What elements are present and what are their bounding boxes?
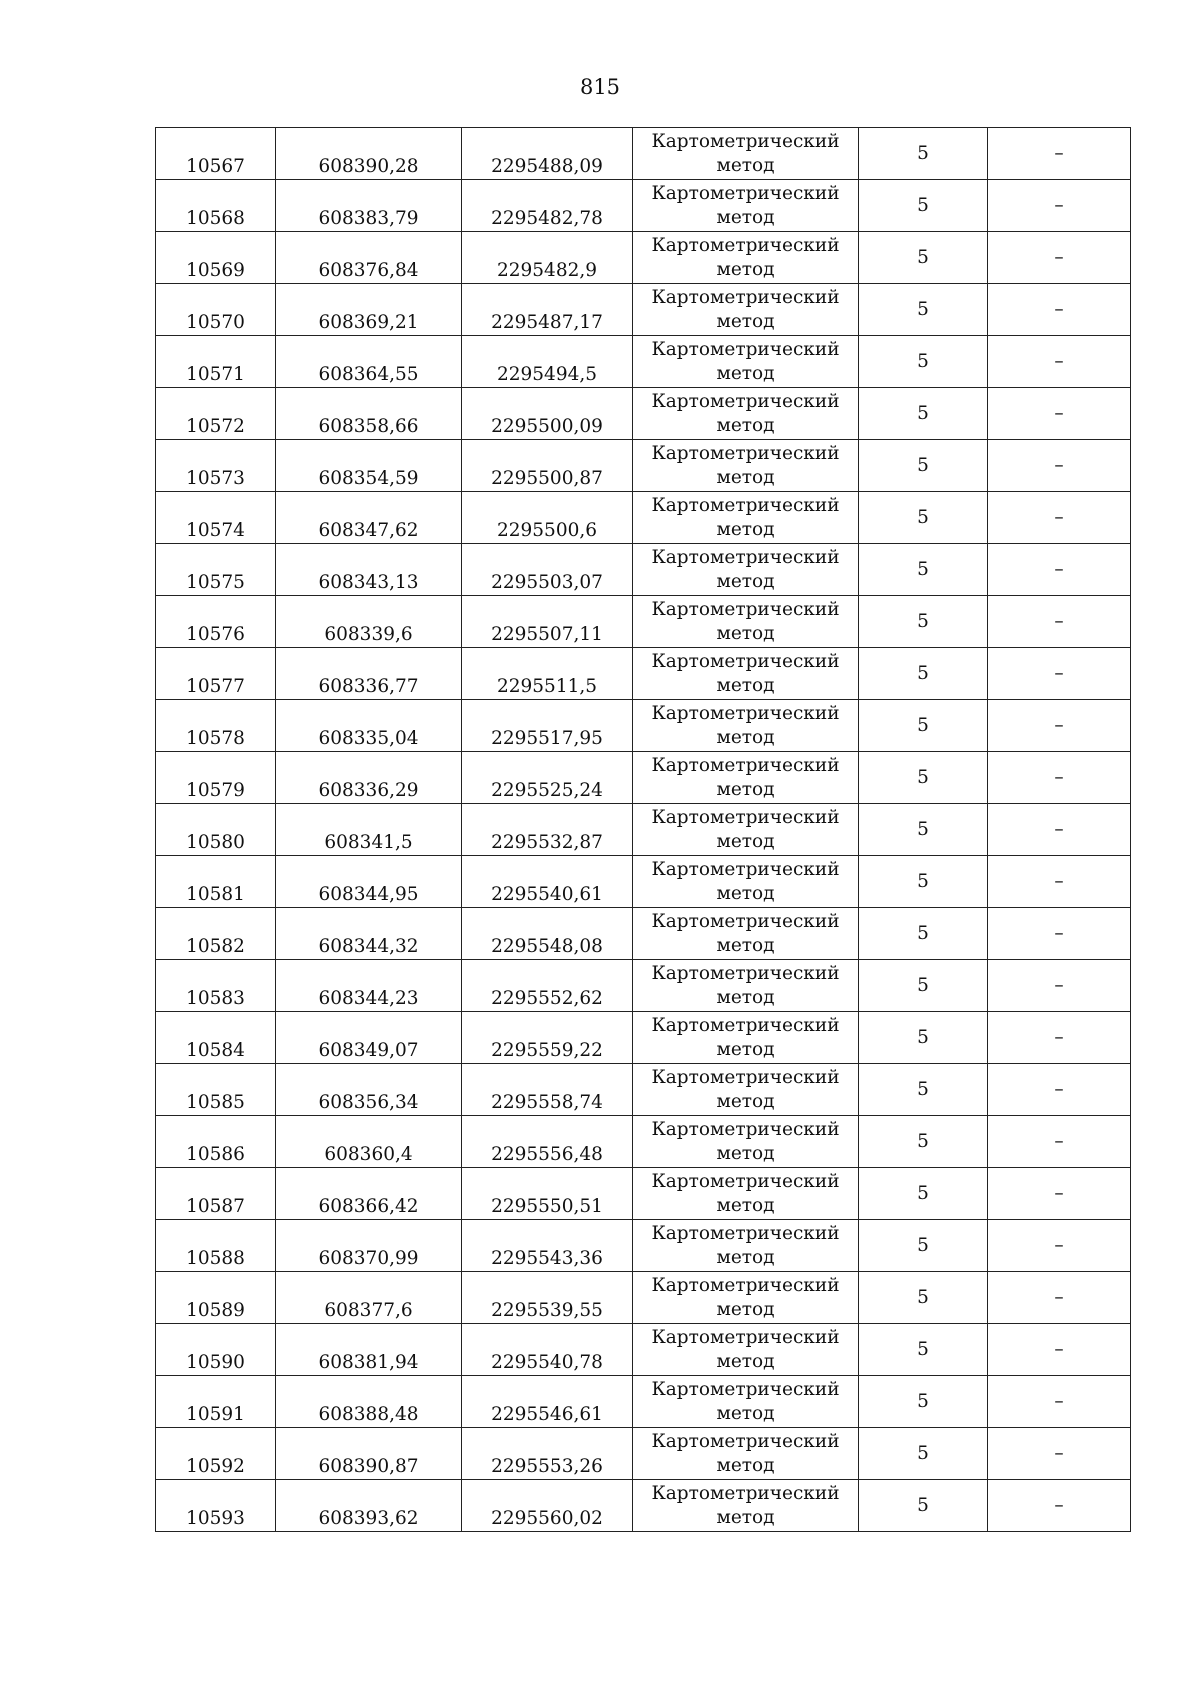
point-number-cell: 10587 [156,1168,276,1220]
note-cell: – [988,596,1131,648]
x-coordinate-cell: 608377,6 [276,1272,462,1324]
table-row [156,700,1131,752]
y-coordinate-cell: 2295540,78 [462,1324,633,1376]
table-row [156,804,1131,856]
precision-cell: 5 [859,1324,988,1376]
point-number-cell: 10584 [156,1012,276,1064]
x-coordinate-cell: 608344,32 [276,908,462,960]
precision-cell: 5 [859,1376,988,1428]
note-cell: – [988,1376,1131,1428]
note-cell: – [988,1480,1131,1532]
x-coordinate-cell: 608383,79 [276,180,462,232]
method-cell: Картометрический метод [633,752,859,804]
method-cell: Картометрический метод [633,440,859,492]
x-coordinate-cell: 608390,28 [276,128,462,180]
precision-cell: 5 [859,544,988,596]
table-row [156,492,1131,544]
x-coordinate-cell: 608360,4 [276,1116,462,1168]
method-cell: Картометрический метод [633,700,859,752]
method-cell: Картометрический метод [633,388,859,440]
y-coordinate-cell: 2295494,5 [462,336,633,388]
point-number-cell: 10582 [156,908,276,960]
method-cell: Картометрический метод [633,1116,859,1168]
table-row [156,336,1131,388]
method-cell: Картометрический метод [633,1012,859,1064]
point-number-cell: 10573 [156,440,276,492]
point-number-cell: 10574 [156,492,276,544]
table-row [156,284,1131,336]
table-row [156,1064,1131,1116]
point-number-cell: 10583 [156,960,276,1012]
note-cell: – [988,284,1131,336]
note-cell: – [988,752,1131,804]
precision-cell: 5 [859,856,988,908]
point-number-cell: 10577 [156,648,276,700]
method-cell: Картометрический метод [633,336,859,388]
x-coordinate-cell: 608347,62 [276,492,462,544]
y-coordinate-cell: 2295500,87 [462,440,633,492]
x-coordinate-cell: 608369,21 [276,284,462,336]
coordinates-table [155,127,1131,1532]
method-cell: Картометрический метод [633,544,859,596]
x-coordinate-cell: 608336,29 [276,752,462,804]
y-coordinate-cell: 2295500,6 [462,492,633,544]
method-cell: Картометрический метод [633,648,859,700]
method-cell: Картометрический метод [633,1428,859,1480]
table-row [156,752,1131,804]
point-number-cell: 10578 [156,700,276,752]
note-cell: – [988,336,1131,388]
table-row [156,1012,1131,1064]
method-cell: Картометрический метод [633,492,859,544]
precision-cell: 5 [859,128,988,180]
y-coordinate-cell: 2295517,95 [462,700,633,752]
precision-cell: 5 [859,180,988,232]
note-cell: – [988,1324,1131,1376]
point-number-cell: 10591 [156,1376,276,1428]
method-cell: Картометрический метод [633,1168,859,1220]
precision-cell: 5 [859,1116,988,1168]
note-cell: – [988,1012,1131,1064]
point-number-cell: 10581 [156,856,276,908]
precision-cell: 5 [859,1272,988,1324]
point-number-cell: 10585 [156,1064,276,1116]
note-cell: – [988,232,1131,284]
y-coordinate-cell: 2295546,61 [462,1376,633,1428]
method-cell: Картометрический метод [633,232,859,284]
table-row [156,1220,1131,1272]
table-row [156,440,1131,492]
precision-cell: 5 [859,492,988,544]
table-row [156,960,1131,1012]
precision-cell: 5 [859,1480,988,1532]
y-coordinate-cell: 2295482,9 [462,232,633,284]
x-coordinate-cell: 608381,94 [276,1324,462,1376]
note-cell: – [988,492,1131,544]
note-cell: – [988,1116,1131,1168]
y-coordinate-cell: 2295540,61 [462,856,633,908]
x-coordinate-cell: 608344,23 [276,960,462,1012]
precision-cell: 5 [859,1220,988,1272]
point-number-cell: 10593 [156,1480,276,1532]
note-cell: – [988,1428,1131,1480]
note-cell: – [988,180,1131,232]
y-coordinate-cell: 2295511,5 [462,648,633,700]
table-row [156,1324,1131,1376]
table-row [156,1428,1131,1480]
method-cell: Картометрический метод [633,1064,859,1116]
note-cell: – [988,128,1131,180]
method-cell: Картометрический метод [633,1220,859,1272]
y-coordinate-cell: 2295550,51 [462,1168,633,1220]
y-coordinate-cell: 2295560,02 [462,1480,633,1532]
y-coordinate-cell: 2295556,48 [462,1116,633,1168]
method-cell: Картометрический метод [633,180,859,232]
x-coordinate-cell: 608356,34 [276,1064,462,1116]
table-row [156,544,1131,596]
method-cell: Картометрический метод [633,1324,859,1376]
precision-cell: 5 [859,388,988,440]
precision-cell: 5 [859,752,988,804]
x-coordinate-cell: 608341,5 [276,804,462,856]
x-coordinate-cell: 608370,99 [276,1220,462,1272]
method-cell: Картометрический метод [633,596,859,648]
x-coordinate-cell: 608343,13 [276,544,462,596]
point-number-cell: 10572 [156,388,276,440]
point-number-cell: 10592 [156,1428,276,1480]
y-coordinate-cell: 2295558,74 [462,1064,633,1116]
method-cell: Картометрический метод [633,804,859,856]
table-row [156,1168,1131,1220]
note-cell: – [988,804,1131,856]
table-row [156,596,1131,648]
note-cell: – [988,960,1131,1012]
x-coordinate-cell: 608393,62 [276,1480,462,1532]
y-coordinate-cell: 2295543,36 [462,1220,633,1272]
point-number-cell: 10571 [156,336,276,388]
note-cell: – [988,856,1131,908]
table-row [156,1376,1131,1428]
note-cell: – [988,1064,1131,1116]
y-coordinate-cell: 2295487,17 [462,284,633,336]
note-cell: – [988,700,1131,752]
point-number-cell: 10569 [156,232,276,284]
table-row [156,1116,1131,1168]
y-coordinate-cell: 2295548,08 [462,908,633,960]
point-number-cell: 10586 [156,1116,276,1168]
x-coordinate-cell: 608344,95 [276,856,462,908]
precision-cell: 5 [859,648,988,700]
note-cell: – [988,544,1131,596]
point-number-cell: 10579 [156,752,276,804]
table-row [156,908,1131,960]
note-cell: – [988,648,1131,700]
method-cell: Картометрический метод [633,284,859,336]
point-number-cell: 10588 [156,1220,276,1272]
precision-cell: 5 [859,700,988,752]
point-number-cell: 10567 [156,128,276,180]
x-coordinate-cell: 608354,59 [276,440,462,492]
y-coordinate-cell: 2295553,26 [462,1428,633,1480]
y-coordinate-cell: 2295503,07 [462,544,633,596]
page-number: 815 [579,75,621,99]
table-row [156,232,1131,284]
method-cell: Картометрический метод [633,1272,859,1324]
y-coordinate-cell: 2295507,11 [462,596,633,648]
method-cell: Картометрический метод [633,1376,859,1428]
note-cell: – [988,1220,1131,1272]
point-number-cell: 10570 [156,284,276,336]
point-number-cell: 10575 [156,544,276,596]
note-cell: – [988,1272,1131,1324]
coordinates-table-body [156,128,1131,1532]
x-coordinate-cell: 608364,55 [276,336,462,388]
precision-cell: 5 [859,1428,988,1480]
x-coordinate-cell: 608335,04 [276,700,462,752]
point-number-cell: 10589 [156,1272,276,1324]
y-coordinate-cell: 2295500,09 [462,388,633,440]
precision-cell: 5 [859,908,988,960]
precision-cell: 5 [859,1064,988,1116]
x-coordinate-cell: 608390,87 [276,1428,462,1480]
precision-cell: 5 [859,596,988,648]
note-cell: – [988,388,1131,440]
method-cell: Картометрический метод [633,856,859,908]
y-coordinate-cell: 2295488,09 [462,128,633,180]
point-number-cell: 10576 [156,596,276,648]
y-coordinate-cell: 2295482,78 [462,180,633,232]
y-coordinate-cell: 2295552,62 [462,960,633,1012]
table-row [156,388,1131,440]
method-cell: Картометрический метод [633,908,859,960]
method-cell: Картометрический метод [633,128,859,180]
note-cell: – [988,1168,1131,1220]
table-row [156,648,1131,700]
table-row [156,180,1131,232]
y-coordinate-cell: 2295539,55 [462,1272,633,1324]
method-cell: Картометрический метод [633,1480,859,1532]
precision-cell: 5 [859,1168,988,1220]
x-coordinate-cell: 608388,48 [276,1376,462,1428]
precision-cell: 5 [859,284,988,336]
y-coordinate-cell: 2295532,87 [462,804,633,856]
point-number-cell: 10580 [156,804,276,856]
note-cell: – [988,908,1131,960]
y-coordinate-cell: 2295525,24 [462,752,633,804]
x-coordinate-cell: 608349,07 [276,1012,462,1064]
precision-cell: 5 [859,804,988,856]
precision-cell: 5 [859,960,988,1012]
x-coordinate-cell: 608358,66 [276,388,462,440]
y-coordinate-cell: 2295559,22 [462,1012,633,1064]
precision-cell: 5 [859,1012,988,1064]
point-number-cell: 10568 [156,180,276,232]
precision-cell: 5 [859,440,988,492]
x-coordinate-cell: 608336,77 [276,648,462,700]
table-row [156,1272,1131,1324]
precision-cell: 5 [859,232,988,284]
method-cell: Картометрический метод [633,960,859,1012]
x-coordinate-cell: 608366,42 [276,1168,462,1220]
point-number-cell: 10590 [156,1324,276,1376]
note-cell: – [988,440,1131,492]
table-row [156,1480,1131,1532]
x-coordinate-cell: 608339,6 [276,596,462,648]
x-coordinate-cell: 608376,84 [276,232,462,284]
table-row [156,856,1131,908]
table-row [156,128,1131,180]
precision-cell: 5 [859,336,988,388]
